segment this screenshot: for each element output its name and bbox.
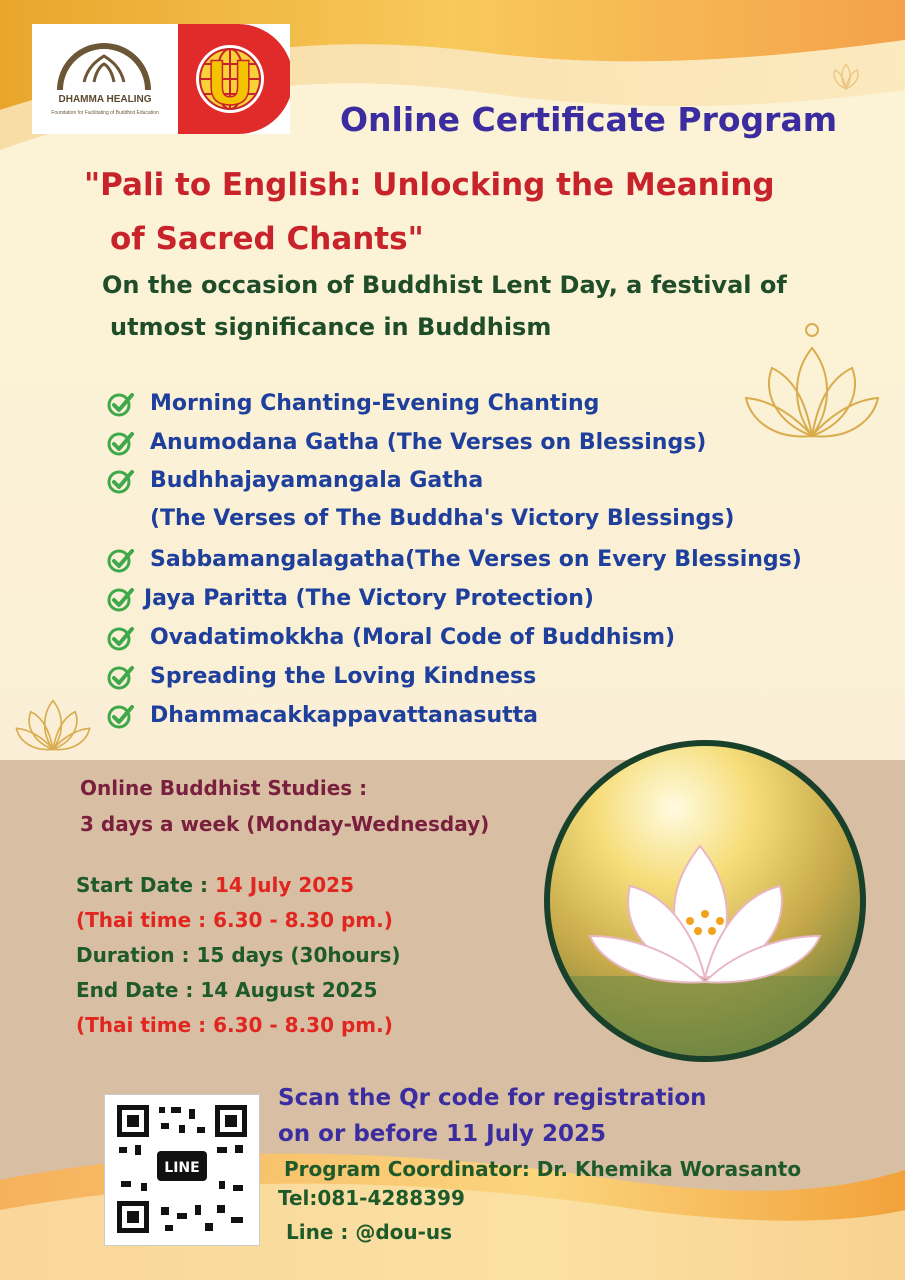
dhamma-healing-name: DHAMMA HEALING — [58, 94, 152, 105]
occasion-line2: utmost significance in Buddhism — [110, 313, 552, 341]
check-circle-icon — [106, 428, 136, 458]
university-logo-letter: U — [205, 49, 255, 119]
start-time: (Thai time : 6.30 - 8.30 pm.) — [76, 908, 393, 932]
list-item — [106, 579, 866, 618]
university-logo — [178, 24, 290, 134]
list-item — [106, 423, 866, 462]
small-lotus-icon — [14, 684, 92, 756]
dhamma-healing-logo — [32, 24, 178, 134]
start-date-value: 14 July 2025 — [215, 873, 354, 897]
check-circle-icon — [106, 701, 136, 731]
registration-line1: Scan the Qr code for registration — [278, 1085, 707, 1111]
list-item — [106, 462, 866, 540]
water-lily-icon — [550, 746, 860, 1056]
check-circle-icon — [106, 584, 136, 614]
program-coordinator: Program Coordinator: Dr. Khemika Worasanto — [284, 1157, 802, 1181]
list-item — [106, 696, 866, 735]
list-item — [106, 540, 866, 579]
dhamma-healing-subtitle: Foundation for Facilitating of Buddhist Education — [51, 110, 159, 116]
qr-code[interactable] — [104, 1094, 260, 1246]
end-date-label: End Date : — [76, 978, 201, 1002]
list-item — [106, 384, 866, 423]
studies-line2: 3 days a week (Monday-Wednesday) — [80, 812, 490, 836]
list-item — [106, 657, 866, 696]
check-circle-icon — [106, 662, 136, 692]
end-date-value: 14 August 2025 — [200, 978, 378, 1002]
tiny-lotus-icon — [826, 56, 866, 92]
globe-u-icon — [178, 24, 290, 134]
lotus-photo — [544, 740, 866, 1062]
occasion-line1: On the occasion of Buddhist Lent Day, a festival of — [102, 271, 787, 299]
occasion-text — [102, 264, 862, 348]
topic-text-continued: (The Verses of The Buddha's Victory Blessings) — [150, 506, 735, 531]
check-circle-icon — [106, 389, 136, 419]
lotus-arch-icon — [54, 36, 154, 94]
topic-text: Ovadatimokkha (Moral Code of Buddhism) — [150, 624, 676, 650]
course-title-line2: of Sacred Chants" — [110, 221, 424, 257]
topic-text: Jaya Paritta (The Victory Protection) — [144, 585, 594, 611]
topic-text: Sabbamangalagatha(The Verses on Every Blessings) — [150, 546, 802, 572]
program-title: Online Certificate Program — [340, 100, 838, 139]
line-id[interactable]: Line : @dou-us — [286, 1220, 453, 1244]
duration: Duration : 15 days (30hours) — [76, 943, 401, 967]
studies-line1: Online Buddhist Studies : — [80, 776, 368, 800]
registration-info — [278, 1080, 707, 1152]
check-circle-icon — [106, 545, 136, 575]
topic-text: Spreading the Loving Kindness — [150, 663, 537, 689]
logo-box — [32, 24, 290, 134]
study-schedule — [80, 770, 489, 842]
registration-line2: on or before 11 July 2025 — [278, 1121, 606, 1147]
start-date-label: Start Date : — [76, 873, 215, 897]
topic-text: Anumodana Gatha (The Verses on Blessings) — [150, 429, 707, 455]
topic-text: Budhhajayamangala Gatha — [150, 468, 484, 493]
qr-line-label: LINE — [164, 1160, 200, 1176]
check-circle-icon — [106, 623, 136, 653]
topic-text: Dhammacakkappavattanasutta — [150, 702, 539, 728]
qr-code-pattern — [105, 1095, 259, 1245]
list-item — [106, 618, 866, 657]
date-details — [76, 868, 401, 1043]
end-time: (Thai time : 6.30 - 8.30 pm.) — [76, 1013, 393, 1037]
course-title — [84, 158, 874, 266]
topic-list — [106, 384, 866, 735]
telephone[interactable]: Tel:081-4288399 — [278, 1186, 465, 1210]
course-title-line1: "Pali to English: Unlocking the Meaning — [84, 167, 775, 203]
topic-text: Morning Chanting-Evening Chanting — [150, 390, 600, 416]
check-circle-icon — [106, 466, 136, 496]
